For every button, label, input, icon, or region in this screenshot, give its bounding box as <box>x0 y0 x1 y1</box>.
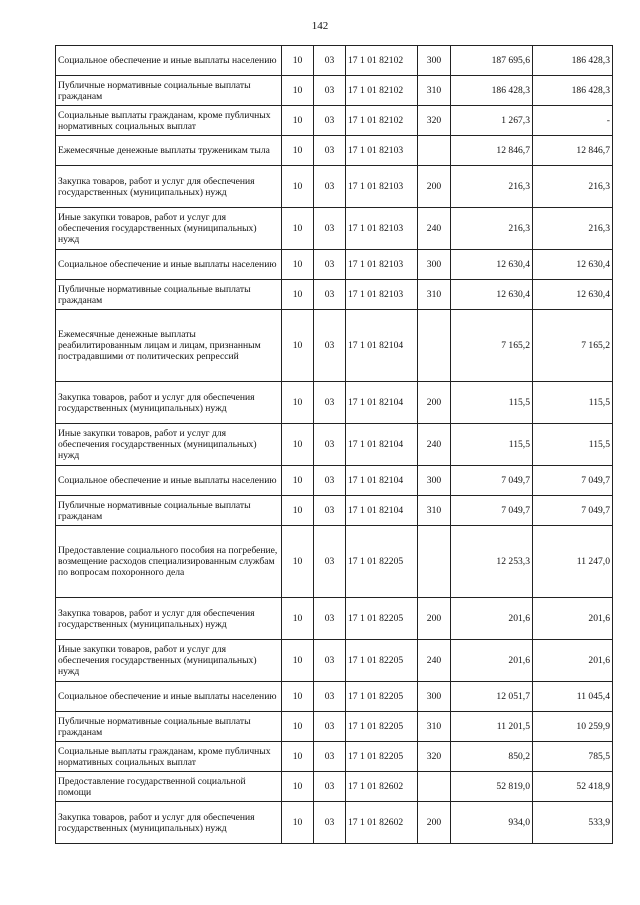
row-name: Ежемесячные денежные выплаты труженикам тыла <box>56 136 282 166</box>
amount-year-1: 201,6 <box>451 598 533 640</box>
target-article-code: 17 1 01 82602 <box>346 802 418 844</box>
amount-year-1: 115,5 <box>451 424 533 466</box>
section-code: 10 <box>282 496 314 526</box>
amount-year-2: 7 165,2 <box>533 310 613 382</box>
expense-type-code: 200 <box>418 802 451 844</box>
target-article-code: 17 1 01 82103 <box>346 166 418 208</box>
amount-year-1: 186 428,3 <box>451 76 533 106</box>
target-article-code: 17 1 01 82205 <box>346 598 418 640</box>
table-body <box>56 46 613 844</box>
amount-year-2: 115,5 <box>533 424 613 466</box>
target-article-code: 17 1 01 82102 <box>346 76 418 106</box>
amount-year-2: 11 247,0 <box>533 526 613 598</box>
amount-year-1: 187 695,6 <box>451 46 533 76</box>
row-name: Социальное обеспечение и иные выплаты населению <box>56 466 282 496</box>
subsection-code: 03 <box>314 772 346 802</box>
amount-year-1: 850,2 <box>451 742 533 772</box>
row-name: Закупка товаров, работ и услуг для обеспечения государственных (муниципальных) нужд <box>56 598 282 640</box>
section-code: 10 <box>282 382 314 424</box>
subsection-code: 03 <box>314 136 346 166</box>
amount-year-2: 186 428,3 <box>533 46 613 76</box>
target-article-code: 17 1 01 82103 <box>346 136 418 166</box>
section-code: 10 <box>282 742 314 772</box>
target-article-code: 17 1 01 82104 <box>346 424 418 466</box>
expense-type-code: 200 <box>418 598 451 640</box>
row-name: Социальные выплаты гражданам, кроме публичных нормативных социальных выплат <box>56 106 282 136</box>
subsection-code: 03 <box>314 424 346 466</box>
table-row <box>56 712 613 742</box>
row-name: Публичные нормативные социальные выплаты гражданам <box>56 280 282 310</box>
section-code: 10 <box>282 682 314 712</box>
row-name: Социальные выплаты гражданам, кроме публичных нормативных социальных выплат <box>56 742 282 772</box>
section-code: 10 <box>282 136 314 166</box>
expense-type-code: 310 <box>418 76 451 106</box>
section-code: 10 <box>282 106 314 136</box>
amount-year-1: 7 165,2 <box>451 310 533 382</box>
subsection-code: 03 <box>314 598 346 640</box>
target-article-code: 17 1 01 82205 <box>346 682 418 712</box>
table-row <box>56 598 613 640</box>
table-row <box>56 76 613 106</box>
target-article-code: 17 1 01 82205 <box>346 526 418 598</box>
subsection-code: 03 <box>314 382 346 424</box>
amount-year-1: 7 049,7 <box>451 466 533 496</box>
expense-type-code: 300 <box>418 46 451 76</box>
section-code: 10 <box>282 466 314 496</box>
row-name: Закупка товаров, работ и услуг для обеспечения государственных (муниципальных) нужд <box>56 802 282 844</box>
amount-year-1: 52 819,0 <box>451 772 533 802</box>
subsection-code: 03 <box>314 526 346 598</box>
row-name: Предоставление социального пособия на погребение, возмещение расходов специализированным службам по вопросам похоронного дела <box>56 526 282 598</box>
table-row <box>56 382 613 424</box>
amount-year-1: 934,0 <box>451 802 533 844</box>
table-row <box>56 526 613 598</box>
subsection-code: 03 <box>314 640 346 682</box>
target-article-code: 17 1 01 82104 <box>346 382 418 424</box>
expense-type-code: 320 <box>418 742 451 772</box>
amount-year-2: 10 259,9 <box>533 712 613 742</box>
amount-year-2: - <box>533 106 613 136</box>
amount-year-1: 12 846,7 <box>451 136 533 166</box>
table-row <box>56 466 613 496</box>
subsection-code: 03 <box>314 466 346 496</box>
row-name: Ежемесячные денежные выплаты реабилитированным лицам и лицам, признанным пострадавшими от политических репрессий <box>56 310 282 382</box>
subsection-code: 03 <box>314 712 346 742</box>
row-name: Социальное обеспечение и иные выплаты населению <box>56 46 282 76</box>
subsection-code: 03 <box>314 682 346 712</box>
target-article-code: 17 1 01 82104 <box>346 466 418 496</box>
row-name: Иные закупки товаров, работ и услуг для обеспечения государственных (муниципальных) нужд <box>56 424 282 466</box>
amount-year-2: 12 630,4 <box>533 280 613 310</box>
expense-type-code <box>418 136 451 166</box>
row-name: Публичные нормативные социальные выплаты гражданам <box>56 712 282 742</box>
section-code: 10 <box>282 598 314 640</box>
section-code: 10 <box>282 526 314 598</box>
expense-type-code: 300 <box>418 250 451 280</box>
subsection-code: 03 <box>314 310 346 382</box>
section-code: 10 <box>282 46 314 76</box>
section-code: 10 <box>282 208 314 250</box>
section-code: 10 <box>282 250 314 280</box>
target-article-code: 17 1 01 82602 <box>346 772 418 802</box>
amount-year-1: 201,6 <box>451 640 533 682</box>
expense-type-code <box>418 772 451 802</box>
subsection-code: 03 <box>314 208 346 250</box>
expense-type-code: 200 <box>418 382 451 424</box>
target-article-code: 17 1 01 82103 <box>346 208 418 250</box>
amount-year-2: 216,3 <box>533 166 613 208</box>
expense-type-code: 320 <box>418 106 451 136</box>
expense-type-code: 240 <box>418 208 451 250</box>
amount-year-2: 12 846,7 <box>533 136 613 166</box>
table-row <box>56 802 613 844</box>
amount-year-1: 115,5 <box>451 382 533 424</box>
amount-year-2: 201,6 <box>533 640 613 682</box>
subsection-code: 03 <box>314 496 346 526</box>
target-article-code: 17 1 01 82102 <box>346 106 418 136</box>
section-code: 10 <box>282 640 314 682</box>
subsection-code: 03 <box>314 166 346 208</box>
expense-type-code: 300 <box>418 466 451 496</box>
expense-type-code: 240 <box>418 640 451 682</box>
table-row <box>56 208 613 250</box>
row-name: Предоставление государственной социальной помощи <box>56 772 282 802</box>
amount-year-1: 12 630,4 <box>451 280 533 310</box>
amount-year-2: 115,5 <box>533 382 613 424</box>
budget-table <box>55 45 613 844</box>
expense-type-code: 200 <box>418 166 451 208</box>
row-name: Социальное обеспечение и иные выплаты населению <box>56 682 282 712</box>
amount-year-1: 216,3 <box>451 166 533 208</box>
target-article-code: 17 1 01 82205 <box>346 640 418 682</box>
subsection-code: 03 <box>314 46 346 76</box>
table-row <box>56 136 613 166</box>
subsection-code: 03 <box>314 742 346 772</box>
table-row <box>56 496 613 526</box>
page-number: 142 <box>311 20 329 32</box>
amount-year-2: 7 049,7 <box>533 496 613 526</box>
table-row <box>56 742 613 772</box>
table-row <box>56 682 613 712</box>
amount-year-1: 11 201,5 <box>451 712 533 742</box>
row-name: Иные закупки товаров, работ и услуг для обеспечения государственных (муниципальных) нужд <box>56 208 282 250</box>
expense-type-code <box>418 310 451 382</box>
table-row <box>56 46 613 76</box>
amount-year-2: 785,5 <box>533 742 613 772</box>
amount-year-2: 12 630,4 <box>533 250 613 280</box>
table-row <box>56 250 613 280</box>
row-name: Иные закупки товаров, работ и услуг для обеспечения государственных (муниципальных) нужд <box>56 640 282 682</box>
subsection-code: 03 <box>314 76 346 106</box>
section-code: 10 <box>282 310 314 382</box>
amount-year-1: 12 630,4 <box>451 250 533 280</box>
section-code: 10 <box>282 76 314 106</box>
expense-type-code: 310 <box>418 712 451 742</box>
table-row <box>56 310 613 382</box>
subsection-code: 03 <box>314 802 346 844</box>
subsection-code: 03 <box>314 280 346 310</box>
expense-type-code <box>418 526 451 598</box>
expense-type-code: 240 <box>418 424 451 466</box>
amount-year-2: 216,3 <box>533 208 613 250</box>
row-name: Закупка товаров, работ и услуг для обеспечения государственных (муниципальных) нужд <box>56 382 282 424</box>
subsection-code: 03 <box>314 250 346 280</box>
table-row <box>56 772 613 802</box>
section-code: 10 <box>282 712 314 742</box>
amount-year-2: 533,9 <box>533 802 613 844</box>
amount-year-1: 12 051,7 <box>451 682 533 712</box>
amount-year-1: 1 267,3 <box>451 106 533 136</box>
target-article-code: 17 1 01 82103 <box>346 250 418 280</box>
section-code: 10 <box>282 280 314 310</box>
row-name: Публичные нормативные социальные выплаты гражданам <box>56 76 282 106</box>
section-code: 10 <box>282 772 314 802</box>
amount-year-2: 201,6 <box>533 598 613 640</box>
table-row <box>56 166 613 208</box>
row-name: Социальное обеспечение и иные выплаты населению <box>56 250 282 280</box>
amount-year-2: 7 049,7 <box>533 466 613 496</box>
row-name: Публичные нормативные социальные выплаты гражданам <box>56 496 282 526</box>
row-name: Закупка товаров, работ и услуг для обеспечения государственных (муниципальных) нужд <box>56 166 282 208</box>
target-article-code: 17 1 01 82205 <box>346 742 418 772</box>
expense-type-code: 300 <box>418 682 451 712</box>
expense-type-code: 310 <box>418 496 451 526</box>
amount-year-2: 186 428,3 <box>533 76 613 106</box>
table-row <box>56 640 613 682</box>
amount-year-2: 11 045,4 <box>533 682 613 712</box>
target-article-code: 17 1 01 82104 <box>346 310 418 382</box>
target-article-code: 17 1 01 82102 <box>346 46 418 76</box>
target-article-code: 17 1 01 82104 <box>346 496 418 526</box>
table-row <box>56 280 613 310</box>
section-code: 10 <box>282 802 314 844</box>
amount-year-2: 52 418,9 <box>533 772 613 802</box>
amount-year-1: 12 253,3 <box>451 526 533 598</box>
expense-type-code: 310 <box>418 280 451 310</box>
table-row <box>56 106 613 136</box>
subsection-code: 03 <box>314 106 346 136</box>
section-code: 10 <box>282 166 314 208</box>
amount-year-1: 216,3 <box>451 208 533 250</box>
target-article-code: 17 1 01 82103 <box>346 280 418 310</box>
amount-year-1: 7 049,7 <box>451 496 533 526</box>
table-row <box>56 424 613 466</box>
target-article-code: 17 1 01 82205 <box>346 712 418 742</box>
section-code: 10 <box>282 424 314 466</box>
